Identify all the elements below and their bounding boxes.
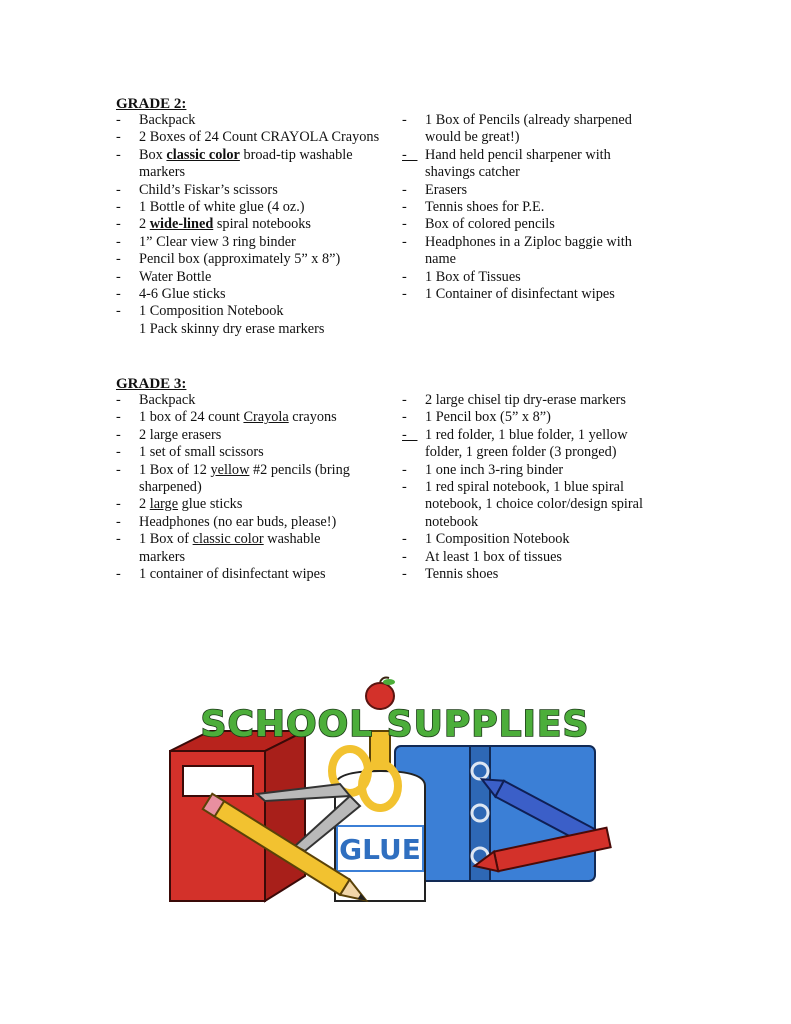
emphasized-text: wide-lined [149,216,214,233]
list-item [116,269,386,286]
item-text: Child’s Fiskar’s scissors [139,181,278,198]
item-text: crayons [288,409,337,426]
bullet-dash: - [116,444,121,461]
list-item [402,147,672,164]
list-item-continuation [402,251,672,268]
item-text: notebook [425,513,479,530]
item-text: 1 Composition Notebook [425,531,570,548]
bullet-dash: - [116,566,121,583]
list-item-continuation [402,514,672,531]
bullet-dash: - [116,496,121,513]
item-text: Hand held pencil sharpener with [425,146,611,163]
item-text: 1 Composition Notebook [139,303,284,320]
item-text: spiral notebooks [213,216,311,233]
list-item [402,199,672,216]
list-item-continuation [116,321,386,338]
list-item-continuation [402,164,672,181]
item-text: would be great!) [425,129,520,146]
bullet-dash: - [116,233,121,250]
item-text: sharpened) [139,479,202,496]
item-text: 2 large erasers [139,426,222,443]
item-text: 1 box of 24 count [139,409,244,426]
emphasized-text: yellow [210,461,250,478]
item-text: Erasers [425,181,468,198]
bullet-dash: - [116,146,121,163]
bullet-dash: - [116,303,121,320]
item-text: 1 Box of [139,531,193,548]
item-text: Box [139,146,167,163]
bullet-dash: - [116,409,121,426]
item-text: Headphones (no ear buds, please!) [139,513,337,530]
grade-2-right-list [402,112,672,303]
item-text: markers [139,548,186,565]
item-text: 4-6 Glue sticks [139,286,226,303]
item-text: broad-tip washable [239,146,353,163]
school-supplies-clipart [165,676,625,911]
list-item [402,216,672,233]
list-item [402,409,672,426]
bullet-dash: - [402,146,418,163]
item-text: 1 Box of Pencils (already sharpened [425,112,632,128]
bullet-dash: - [116,286,121,303]
bullet-dash: - [402,392,407,408]
bullet-dash: - [402,268,407,285]
item-text: washable [263,531,321,548]
item-text: Water Bottle [139,268,212,285]
list-item-continuation [402,129,672,146]
item-text: Tennis shoes for P.E. [425,199,545,216]
bullet-dash: - [402,112,407,128]
bullet-dash: - [116,392,121,408]
item-text: 1 one inch 3-ring binder [425,461,564,478]
item-text: 1 red folder, 1 blue folder, 1 yellow [425,426,628,443]
grade-2-left-list [116,112,386,338]
list-item [402,427,672,444]
list-item [402,479,672,496]
list-item [402,286,672,303]
list-item [402,269,672,286]
list-item [116,303,386,320]
list-item [116,129,386,146]
grade-3-left-list [116,392,386,583]
bullet-dash: - [116,513,121,530]
list-item [116,112,386,129]
list-item-continuation [116,479,386,496]
list-item [116,409,386,426]
bullet-dash: - [402,548,407,565]
bullet-dash: - [116,531,121,548]
list-item [402,182,672,199]
list-item [116,531,386,548]
list-item [116,286,386,303]
list-item [116,444,386,461]
school-supplies-title: SCHOOL SUPPLIES [200,704,590,745]
grade-3-heading: GRADE 3: [116,376,187,392]
item-text: #2 pencils (bring [249,461,350,478]
list-item [402,234,672,251]
list-item [116,216,386,233]
bullet-dash: - [116,251,121,268]
item-text: Tennis shoes [425,566,499,583]
bullet-dash: - [402,286,407,303]
item-text: Backpack [139,112,196,128]
grade-2-heading: GRADE 2: [116,96,187,112]
emphasized-text: Crayola [243,409,289,426]
list-item [116,182,386,199]
list-item-continuation [402,496,672,513]
bullet-dash: - [116,216,121,233]
list-item [116,496,386,513]
list-item-continuation [116,549,386,566]
list-item [116,392,386,409]
list-item [402,112,672,129]
item-text: Backpack [139,392,196,408]
item-text: 1 set of small scissors [139,444,264,461]
list-item-continuation [402,444,672,461]
list-item [402,462,672,479]
item-text: markers [139,164,186,181]
item-text: At least 1 box of tissues [425,548,563,565]
item-text: 2 [139,496,150,513]
list-item [116,147,386,164]
bullet-dash: - [402,531,407,548]
bullet-dash: - [402,233,407,250]
bullet-dash: - [116,426,121,443]
grade-3-right-list [402,392,672,583]
item-text: shavings catcher [425,164,520,181]
item-text: 1 Pack skinny dry erase markers [139,320,325,337]
glue-label: GLUE [339,833,421,866]
list-item [116,234,386,251]
item-text: 1 Box of Tissues [425,268,521,285]
bullet-dash: - [116,461,121,478]
item-text: 1” Clear view 3 ring binder [139,233,296,250]
item-text: 1 red spiral notebook, 1 blue spiral [425,479,624,496]
bullet-dash: - [116,112,121,128]
bullet-dash: - [402,181,407,198]
item-text: 2 Boxes of 24 Count CRAYOLA Crayons [139,129,380,146]
bullet-dash: - [402,566,407,583]
emphasized-text: large [149,496,179,513]
item-text: 1 Bottle of white glue (4 oz.) [139,199,305,216]
list-item [402,392,672,409]
list-item [116,514,386,531]
bullet-dash: - [402,426,418,443]
list-item [402,549,672,566]
bullet-dash: - [402,216,407,233]
list-item [116,566,386,583]
bullet-dash: - [402,409,407,426]
bullet-dash: - [116,268,121,285]
bullet-dash: - [402,199,407,216]
item-text: 2 large chisel tip dry-erase markers [425,392,627,408]
emphasized-text: classic color [166,146,240,163]
item-text: folder, 1 green folder (3 pronged) [425,444,617,461]
item-text: notebook, 1 choice color/design spiral [425,496,643,513]
bullet-dash: - [402,479,407,496]
item-text: 1 Container of disinfectant wipes [425,286,615,303]
bullet-dash: - [116,199,121,216]
emphasized-text: classic color [192,531,264,548]
list-item [402,566,672,583]
item-text: Pencil box (approximately 5” x 8”) [139,251,341,268]
list-item [116,427,386,444]
list-item [116,462,386,479]
list-item-continuation [116,164,386,181]
bullet-dash: - [402,461,407,478]
list-item [116,251,386,268]
list-item [402,531,672,548]
item-text: 1 container of disinfectant wipes [139,566,326,583]
list-item [116,199,386,216]
item-text: Box of colored pencils [425,216,555,233]
bullet-dash: - [116,181,121,198]
item-text: 1 Box of 12 [139,461,211,478]
item-text: name [425,251,456,268]
item-text: 2 [139,216,150,233]
bullet-dash: - [116,129,121,146]
item-text: glue sticks [178,496,243,513]
item-text: 1 Pencil box (5” x 8”) [425,409,551,426]
item-text: Headphones in a Ziploc baggie with [425,233,632,250]
